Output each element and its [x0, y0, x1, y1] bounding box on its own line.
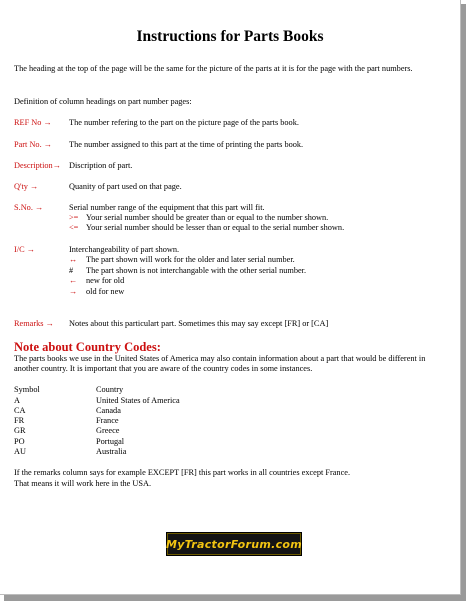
term-ic: [14, 245, 35, 255]
term-label: I/C: [14, 245, 25, 254]
arrow-icon: →: [43, 118, 52, 127]
table-cell-symbol: CA: [14, 406, 26, 415]
ic-rule-new-for-old: ← new for old: [69, 276, 125, 285]
logo-text: MyTractorForum.com: [165, 537, 303, 551]
table-cell-symbol: AU: [14, 447, 26, 456]
table-cell-symbol: GR: [14, 426, 26, 435]
term-ref-no-description: The number refering to the part on the picture page of the parts book.: [69, 118, 299, 127]
double-arrow-icon: ↔: [69, 255, 78, 264]
term-sno-description: Serial number range of the equipment that this part will fit.: [69, 203, 265, 212]
table-cell-country: France: [96, 416, 119, 425]
ic-rule-both: ↔ The part shown will work for the older and later serial number.: [69, 255, 295, 264]
arrow-icon: →: [43, 140, 53, 149]
arrow-icon: →: [26, 245, 35, 254]
ic-rule-old-for-new: → old for new: [69, 287, 125, 296]
table-cell-symbol: FR: [14, 416, 25, 425]
term-part-no-description: The number assigned to this part at the time of printing the parts book.: [69, 140, 304, 149]
arrow-icon: →: [30, 182, 39, 191]
closing-line-1: If the remarks column says for example EXCEPT [FR] this part works in all countries except France.: [14, 468, 351, 477]
page-shadow-bottom: [4, 595, 466, 601]
table-header-symbol: Symbol: [14, 385, 40, 394]
term-ic-description: Interchangeability of part shown.: [69, 245, 180, 254]
greater-equal-symbol: >=: [69, 213, 79, 222]
page-title: Instructions for Parts Books: [136, 28, 324, 45]
closing-line-2: That means it will work here in the USA.: [14, 479, 152, 488]
term-description-description: Discription of part.: [69, 161, 133, 170]
table-cell-country: Greece: [96, 426, 120, 435]
note-paragraph: The parts books we use in the United States of America may also contain information about a part that would be different in another country. It is important that you are aware of the country codes in some instances.: [14, 354, 426, 373]
arrow-icon: →: [45, 319, 54, 328]
term-label: Q'ty: [14, 182, 28, 191]
term-remarks: [14, 319, 54, 329]
table-cell-country: Australia: [96, 447, 127, 456]
term-qty: [14, 182, 38, 192]
term-remarks-description: Notes about this particulart part. Sometimes this may say except [FR] or [CA]: [69, 319, 329, 328]
term-ref-no: [14, 118, 52, 128]
page-shadow-right: [461, 4, 466, 601]
term-part-no: [14, 140, 52, 150]
ic-rule-not-interchangeable: # The part shown is not interchangable with the other serial number.: [69, 266, 307, 275]
table-cell-country: United States of America: [96, 396, 180, 405]
left-arrow-icon: ←: [69, 276, 78, 285]
table-cell-symbol: PO: [14, 437, 25, 446]
sno-rule-greater: >= Your serial number should be greater than or equal to the number shown.: [69, 213, 329, 222]
sno-rule-lesser: <= Your serial number should be lesser than or equal to the serial number shown.: [69, 223, 345, 232]
term-label: Description: [14, 161, 53, 170]
definition-heading: Definition of column headings on part number pages:: [14, 97, 192, 106]
note-heading: Note about Country Codes:: [14, 340, 161, 354]
table-header-country: Country: [96, 385, 124, 394]
term-description: [14, 161, 61, 171]
term-label: S.No.: [14, 203, 33, 212]
right-arrow-icon: →: [69, 287, 78, 296]
term-sno: [14, 203, 43, 213]
arrow-icon: →: [34, 203, 44, 212]
term-qty-description: Quanity of part used on that page.: [69, 182, 182, 191]
mytractorforum-logo: [166, 532, 302, 556]
table-cell-country: Canada: [96, 406, 121, 415]
intro-paragraph: The heading at the top of the page will be the same for the picture of the parts at it is for the page with the part numbers.: [14, 64, 413, 73]
table-cell-symbol: A: [14, 396, 20, 405]
term-label: REF No: [14, 118, 42, 127]
less-equal-symbol: <=: [69, 223, 79, 232]
term-label: Part No.: [14, 140, 42, 149]
term-label: Remarks: [14, 319, 44, 328]
table-cell-country: Portugal: [96, 437, 125, 446]
hash-symbol: #: [69, 266, 74, 275]
arrow-icon: →: [52, 161, 62, 170]
